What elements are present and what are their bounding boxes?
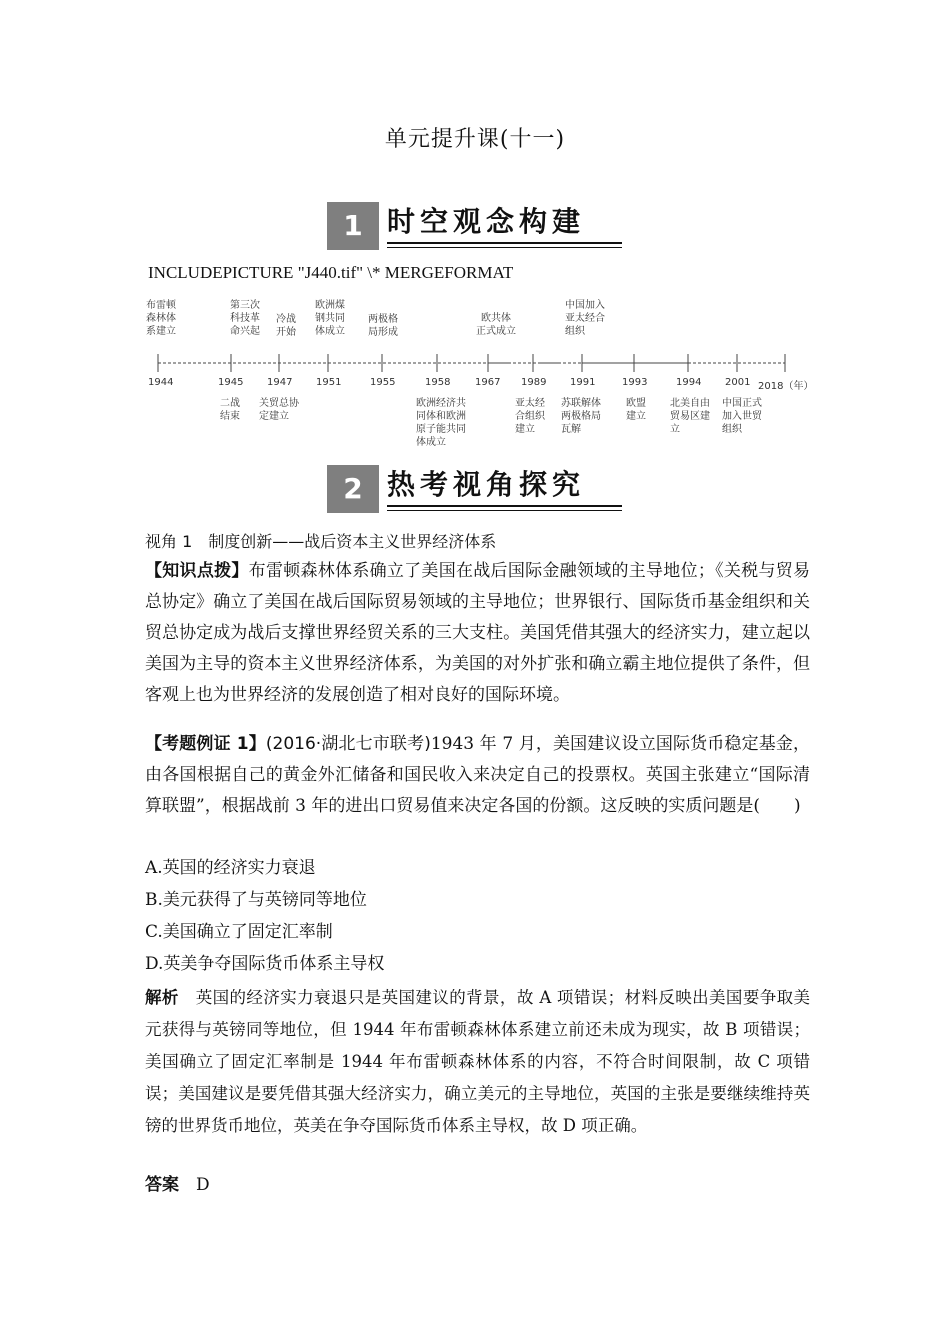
timeline-event-top: 欧共体 正式成立 xyxy=(476,313,516,337)
timeline-event-bottom: 苏联解体 两极格局 瓦解 xyxy=(561,398,601,435)
banner-rule xyxy=(387,247,622,248)
banner-rule xyxy=(387,242,622,244)
timeline-event-bottom: 欧洲经济共 同体和欧洲 原子能共同 体成立 xyxy=(416,398,466,448)
analysis-text: 英国的经济实力衰退只是英国建议的背景，故 A 项错误；材料反映出美国要争取美元获得与英镑同等地位，但 1944 年布雷顿森林体系建立前还未成为现实，故 B 项错误；美国确立了固定汇率制是 1944 年布雷顿森林体系的内容，不符合时间限制，故 C 项错误；美国建议是要凭借其强大经济实力，确立美元的主导地位，英国的主张是要继续维持英镑的世界货币地位，英美在争夺国际货币体系主导权，故 D 项正确。 xyxy=(145,988,811,1135)
answer-label: 答案 xyxy=(145,1175,179,1195)
knowledge-label: 【知识点拨】 xyxy=(145,561,249,581)
timeline-event-top: 第三次 科技革 命兴起 xyxy=(230,300,260,337)
analysis-paragraph xyxy=(145,982,810,1142)
timeline-year: 1967 xyxy=(475,377,501,388)
timeline-event-top: 欧洲煤 钢共同 体成立 xyxy=(315,300,345,337)
timeline-event-bottom: 北美自由 贸易区建 立 xyxy=(670,398,710,435)
timeline-year: 1994 xyxy=(676,377,702,388)
timeline-year: 2018（年） xyxy=(758,381,814,392)
timeline-year: 2001 xyxy=(725,377,751,388)
timeline-event-bottom: 关贸总协 定建立 xyxy=(259,398,299,422)
timeline-event-bottom: 欧盟 建立 xyxy=(626,398,646,422)
timeline-event-bottom: 亚太经 合组织 建立 xyxy=(515,398,545,435)
example-paragraph xyxy=(145,729,810,822)
knowledge-paragraph xyxy=(145,556,810,711)
timeline-event-top: 中国加入 亚太经合 组织 xyxy=(565,300,605,337)
analysis-label: 解析 xyxy=(145,988,179,1007)
section-banner-2 xyxy=(327,465,622,513)
timeline-year: 1989 xyxy=(521,377,547,388)
option-a: A.英国的经济实力衰退 xyxy=(145,858,316,878)
example-text: 1943 年 7 月，美国建议设立国际货币稳定基金，由各国根据自己的黄金外汇储备和国民收入来决定自己的投票权。英国主张建立“国际清算联盟”，根据战前 3 年的进出口贸易值来决定各国的份额。这反映的实质问题是( ) xyxy=(145,734,811,816)
banner-number: 1 xyxy=(327,202,379,250)
timeline-event-bottom: 中国正式 加入世贸 组织 xyxy=(722,398,762,435)
include-picture-field: INCLUDEPICTURE "J440.tif" \* MERGEFORMAT xyxy=(148,263,514,282)
option-b: B.美元获得了与英镑同等地位 xyxy=(145,890,367,910)
timeline-year: 1958 xyxy=(425,377,451,388)
option-c: C.美国确立了固定汇率制 xyxy=(145,922,333,942)
timeline-year: 1951 xyxy=(316,377,342,388)
timeline-event-top: 冷战 开始 xyxy=(276,314,296,338)
timeline-year: 1944 xyxy=(148,377,174,388)
option-d: D.英美争夺国际货币体系主导权 xyxy=(145,954,385,974)
page-title: 单元提升课(十一) xyxy=(384,127,566,152)
banner-title: 热考视角探究 xyxy=(387,468,586,501)
answer-line xyxy=(145,1170,810,1201)
section-heading: 视角 1 制度创新——战后资本主义世界经济体系 xyxy=(145,532,497,551)
timeline-year: 1993 xyxy=(622,377,648,388)
banner-rule xyxy=(387,505,622,507)
timeline-event-bottom: 二战 结束 xyxy=(220,398,240,422)
timeline-event-top: 布雷顿 森林体 系建立 xyxy=(146,300,176,337)
knowledge-text: 布雷顿森林体系确立了美国在战后国际金融领域的主导地位；《关税与贸易总协定》确立了美国在战后国际贸易领域的主导地位；世界银行、国际货币基金组织和关贸总协定成为战后支撑世界经贸关系的三大支柱。美国凭借其强大的经济实力，建立起以美国为主导的资本主义世界经济体系，为美国的对外扩张和确立霸主地位提供了条件，但客观上也为世界经济的发展创造了相对良好的国际环境。 xyxy=(145,561,811,705)
example-label: 【考题例证 1】 xyxy=(145,734,266,754)
timeline-event-top: 两极格 局形成 xyxy=(368,314,398,338)
answer-value: D xyxy=(196,1175,210,1195)
timeline-year: 1945 xyxy=(218,377,244,388)
timeline-year: 1955 xyxy=(370,377,396,388)
banner-rule xyxy=(387,510,622,511)
section-banner-1 xyxy=(327,202,622,250)
banner-number: 2 xyxy=(327,465,379,513)
example-source: (2016·湖北七市联考) xyxy=(265,734,431,754)
timeline-year: 1991 xyxy=(570,377,596,388)
banner-title: 时空观念构建 xyxy=(387,205,586,238)
timeline xyxy=(140,296,830,446)
timeline-year: 1947 xyxy=(267,377,293,388)
